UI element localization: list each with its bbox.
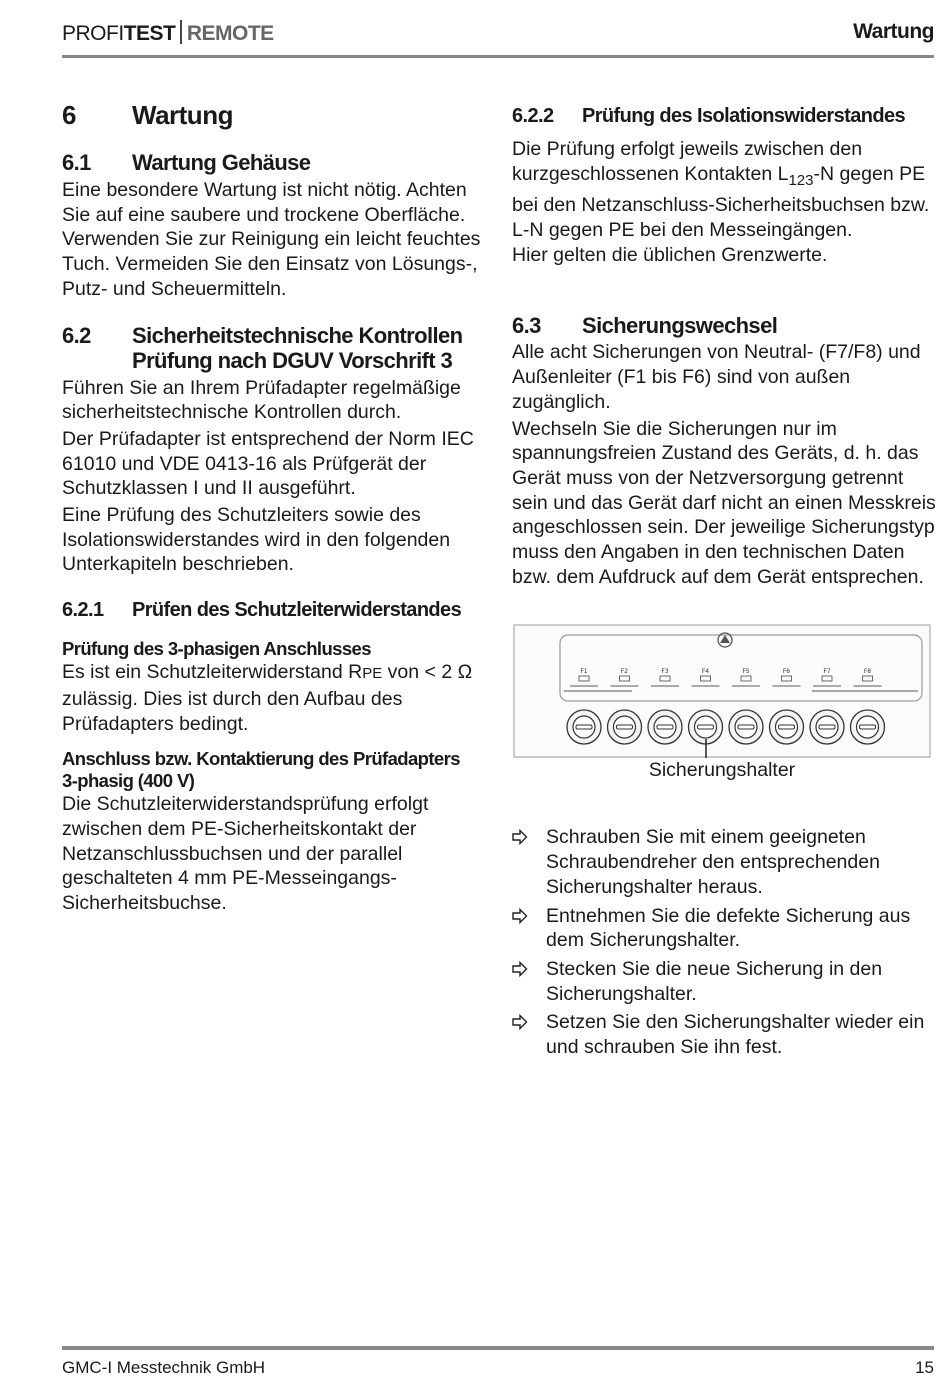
left-column (62, 100, 484, 916)
heading-6-2-2-title: Prüfung des Isolationswiderstandes (582, 105, 905, 127)
instruction-step (512, 957, 936, 1006)
section-6-2-para-3: Eine Prüfung des Schutzleiters sowie des Isolationswiderstandes wird in den folgenden Unterkapiteln beschrieben. (62, 504, 451, 576)
heading-6-2-2 (512, 104, 936, 128)
fuse-holder-knob (770, 710, 804, 744)
fuse-label-f7: F7 (823, 668, 831, 676)
heading-6-1-number: 6.1 (62, 150, 91, 175)
fuse-panel-drawing (512, 623, 932, 759)
fuse-holder-knob (851, 710, 885, 744)
fuse-label-f6: F6 (782, 668, 791, 676)
footer-page-number: 15 (915, 1358, 934, 1377)
brand-separator (180, 20, 182, 44)
header-rule (62, 55, 934, 58)
heading-6-2-1-number: 6.2.1 (62, 599, 104, 622)
section-6-2-1-para-1 (62, 660, 484, 736)
instruction-step (512, 904, 936, 953)
fuse-label-f8: F8 (863, 668, 872, 676)
fuse-label-f3: F3 (661, 668, 669, 676)
section-6-2-2-para-2: Hier gelten die üblichen Grenzwerte. (512, 243, 828, 266)
fuse-holder-knob (648, 710, 682, 744)
instruction-list (512, 825, 936, 1059)
brand-test: TEST (123, 22, 176, 45)
fuse-holder-knob (689, 710, 723, 744)
fuse-holder-figure (512, 623, 932, 793)
fuse-label-f1: F1 (580, 668, 588, 676)
instruction-step-text: Setzen Sie den Sicherungshalter wieder ein und schrauben Sie ihn fest. (546, 1011, 925, 1059)
iso-text-start: Die Prüfung erfolgt jeweils zwischen den kurzgeschlossenen Kontakten L (512, 138, 863, 185)
rpe-text-start: Es ist ein Schutzleiterwiderstand R (62, 661, 363, 684)
fuse-rating-mark (611, 685, 639, 687)
section-6-3-para-2: Wechseln Sie die Sicherungen nur im spannungsfreien Zustand des Geräts, d. h. das Gerät muss von der Netzversorgung getrennt sein und das Gerät darf nicht an einen Messkreis angeschlossen sein. Der jeweilige Sicherungstyp muss den Angaben in den technischen Daten bzw. dem Aufdruck auf dem Gerät entsprechen. (512, 417, 936, 588)
fuse-rating-mark (813, 685, 841, 687)
heading-6-2-number: 6.2 (62, 322, 91, 348)
fuse-holder-knob (608, 710, 642, 744)
fuse-holder-knob (567, 710, 601, 744)
heading-6-title: Wartung (132, 100, 233, 130)
brand-profi: PROFI (62, 22, 124, 45)
header-section-title: Wartung (853, 20, 934, 43)
footer-rule (62, 1346, 934, 1350)
header-brand (62, 20, 274, 46)
arrow-right-icon (512, 1014, 528, 1030)
fuse-holder-knob (729, 710, 763, 744)
subheading-3-phase: Prüfung des 3-phasigen Anschlusses (62, 638, 371, 660)
arrow-right-icon (512, 829, 528, 845)
section-6-1-body: Eine besondere Wartung ist nicht nötig. Achten Sie auf eine saubere und trockene Oberfläche. Verwenden Sie zur Reinigung ein leicht feuchtes Tuch. Vermeiden Sie den Einsatz von Lösungs-, Putz- und Scheuermitteln. (62, 179, 481, 300)
section-6-2-para-1: Führen Sie an Ihrem Prüfadapter regelmäßige sicherheitstechnische Kontrollen durch. (62, 376, 461, 424)
heading-6-2-1 (62, 598, 484, 622)
fuse-label-f5: F5 (742, 668, 750, 676)
heading-6-3-title: Sicherungswechsel (582, 313, 778, 339)
arrow-right-icon (512, 961, 528, 977)
footer-company: GMC-I Messtechnik GmbH (62, 1358, 266, 1377)
heading-6-3 (512, 313, 936, 338)
subheading-connection-line2: 3-phasig (400 V) (62, 770, 195, 792)
subheading-connection-line1: Anschluss bzw. Kontaktierung des Prüfadapters (62, 748, 460, 770)
instruction-step-text: Entnehmen Sie die defekte Sicherung aus dem Sicherungshalter. (546, 904, 911, 952)
fuse-rating-mark (692, 685, 720, 687)
rpe-text-end: von < 2 Ω zulässig. Dies ist durch den Aufbau des Prüfadapters bedingt. (62, 661, 473, 735)
fuse-holder-knob (810, 710, 844, 744)
heading-6-3-number: 6.3 (512, 313, 541, 339)
heading-6-2 (62, 323, 484, 373)
fuse-rating-mark (773, 685, 801, 687)
heading-6 (62, 100, 484, 138)
instruction-step (512, 825, 936, 899)
iso-text-end: -N gegen PE bei den Netzanschluss-Sicherheitsbuchsen bzw. L-N gegen PE bei den Messeingängen. (512, 162, 930, 241)
heading-6-2-2-number: 6.2.2 (512, 105, 554, 127)
heading-6-2-title-line2: Prüfung nach DGUV Vorschrift 3 (132, 347, 453, 373)
right-column (512, 100, 936, 1064)
brand-remote: REMOTE (186, 22, 274, 45)
section-6-2-2-para-1 (512, 137, 936, 243)
fuse-label-f4: F4 (701, 668, 710, 676)
heading-6-2-title-line1: Sicherheitstechnische Kontrollen (132, 322, 463, 348)
fuse-label-f2: F2 (620, 668, 629, 676)
heading-6-number: 6 (62, 100, 76, 130)
instruction-step-text: Schrauben Sie mit einem geeigneten Schraubendreher den entsprechenden Sicherungshalter heraus. (546, 826, 880, 898)
l123-subscript: 123 (788, 171, 814, 189)
rpe-subscript: PE (362, 665, 383, 683)
fuse-rating-mark (651, 685, 679, 687)
heading-6-2-1-title: Prüfen des Schutzleiterwiderstandes (132, 599, 462, 622)
fuse-rating-mark (732, 685, 760, 687)
section-6-3-para-1: Alle acht Sicherungen von Neutral- (F7/F8) und Außenleiter (F1 bis F6) sind von außen zugänglich. (512, 341, 921, 413)
section-6-2-1-para-2: Die Schutzleiterwiderstandsprüfung erfolgt zwischen dem PE-Sicherheitskontakt der Netzanschlussbuchsen und der parallel geschalteten 4 mm PE-Messeingangs-Sicherheitsbuchse. (62, 793, 429, 915)
fuse-rating-mark (570, 685, 598, 687)
instruction-step (512, 1010, 936, 1059)
figure-label-fuse-holder: Sicherungshalter (648, 759, 796, 782)
instruction-step-text: Stecken Sie die neue Sicherung in den Sicherungshalter. (546, 957, 883, 1005)
subheading-connection (62, 748, 484, 792)
fuse-rating-mark (854, 685, 882, 687)
heading-6-1-title: Wartung Gehäuse (132, 150, 311, 175)
heading-6-1 (62, 150, 484, 175)
arrow-right-icon (512, 908, 528, 924)
section-6-2-para-2: Der Prüfadapter ist entsprechend der Norm IEC 61010 und VDE 0413-16 als Prüfgerät der Schutzklassen I und II ausgeführt. (62, 427, 474, 500)
